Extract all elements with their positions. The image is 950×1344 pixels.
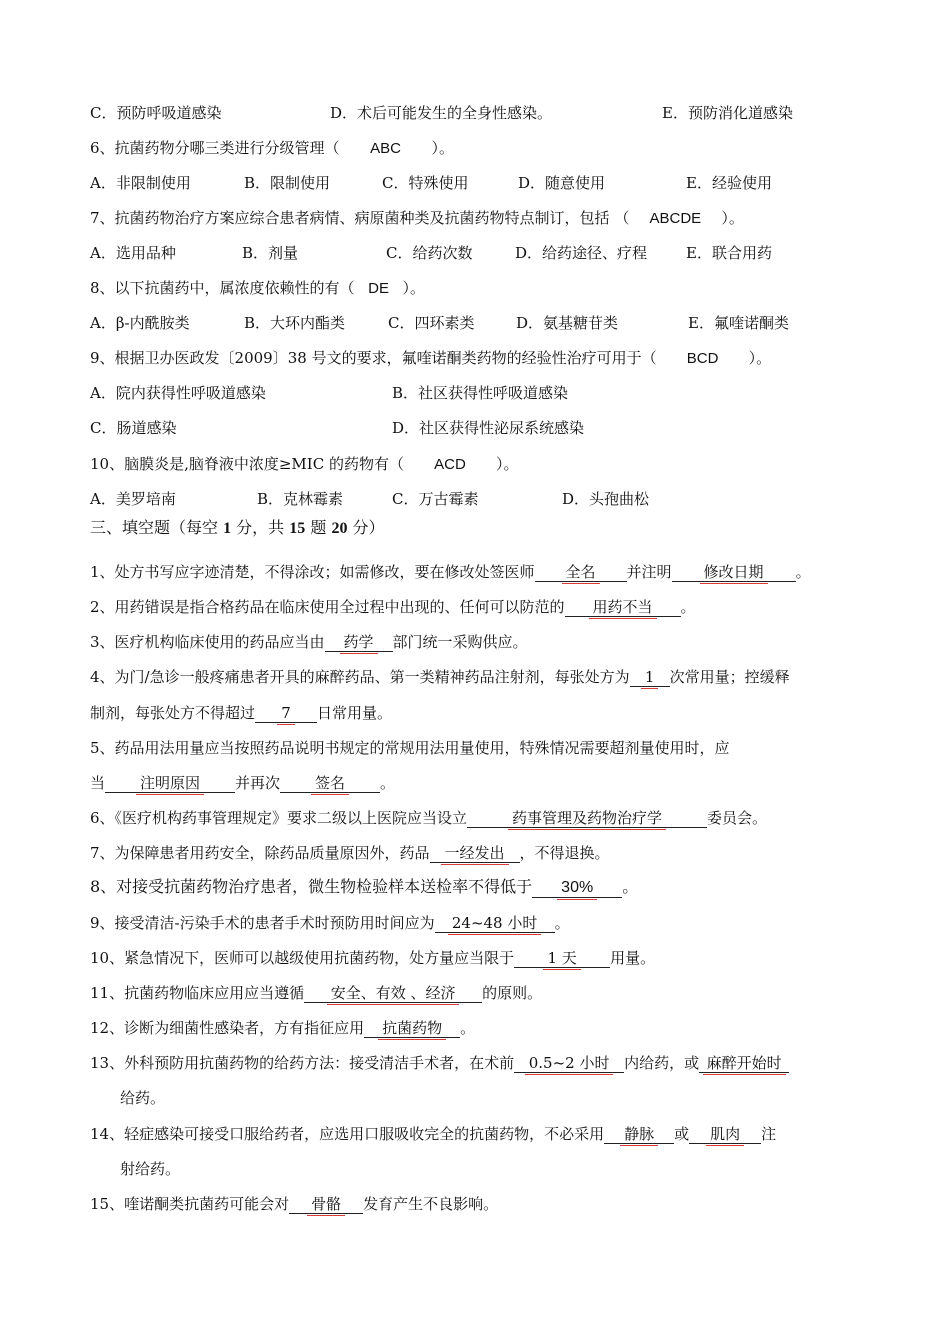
answer-blank: 麻醉开始时 [699,1054,789,1073]
option: C．给药次数 [386,244,473,262]
option: B．剂量 [242,244,299,262]
fill-question-10: 10、紧急情况下，医师可以越级使用抗菌药物，处方量应当限于 1 天 用量。 [90,949,656,967]
answer: DE [368,280,389,297]
answer-blank: 静脉 [604,1125,674,1144]
option: E．经验使用 [686,174,772,192]
option: D．随意使用 [518,174,606,192]
option: B．社区获得性呼吸道感染 [392,384,569,402]
answer-blank: 24~48 小时 [435,914,555,933]
option: C．万古霉素 [392,490,479,508]
option: B．克林霉素 [257,490,344,508]
option: D．社区获得性泌尿系统感染 [392,419,585,437]
fill-question-2: 2、用药错误是指合格药品在临床使用全过程中出现的、任何可以防范的 用药不当 。 [90,598,696,616]
answer-blank: 药事管理及药物治疗学 [467,809,707,828]
fill-question-1: 1、处方书写应字迹清楚，不得涂改；如需修改，要在修改处签医师 全名 并注明 修改日期 。 [90,563,811,581]
fill-question-13: 13、外科预防用抗菌药物的给药方法：接受清洁手术者，在术前 0.5~2 小时 内给药，或 麻醉开始时 [90,1053,789,1073]
answer-blank: 1 天 [514,949,610,968]
option: D．头孢曲松 [562,490,650,508]
option: D．氨基糖苷类 [516,314,619,332]
answer-blank: 全名 [535,563,627,582]
answer-blank: 注明原因 [105,774,235,793]
answer-blank: 药学 [325,633,393,652]
fill-question-5-line2: 当 注明原因 并再次 签名 。 [90,774,396,792]
option: A．β-内酰胺类 [90,314,190,332]
answer: ABC [370,140,401,157]
option: D．给药途径、疗程 [515,244,648,262]
fill-question-6: 6、《医疗机构药事管理规定》要求二级以上医院应当设立 药事管理及药物治疗学 委员会。 [90,809,768,827]
fill-question-15: 15、喹诺酮类抗菌药可能会对 骨骼 发育产生不良影响。 [90,1195,499,1213]
option: E．氟喹诺酮类 [688,314,789,332]
answer-blank: 1 [630,668,670,687]
answer-blank: 0.5~2 小时 [514,1054,624,1073]
option: A．选用品种 [90,244,176,262]
answer-blank: 安全、有效 、经济 [304,984,482,1003]
fill-question-4-line2: 制剂，每张处方不得超过 7 日常用量。 [90,704,393,722]
fill-question-8: 8、对接受抗菌药物治疗患者，微生物检验样本送检率不得低于 30% 。 [90,877,639,896]
option: E．联合用药 [686,244,772,262]
answer-blank: 7 [255,704,317,723]
option: C．四环素类 [388,314,475,332]
fill-question-14: 14、轻症感染可接受口服给药者，应选用口服吸收完全的抗菌药物，不必采用 静脉 或 肌肉 注 [90,1125,777,1143]
question-6: 6、抗菌药物分哪三类进行分级管理（ ABC ）。 [90,139,455,157]
section-title: 三、填空题（每空 1 分，共 15 题 20 分） [90,518,385,537]
answer-blank: 用药不当 [565,598,681,617]
answer-blank: 签名 [280,774,380,793]
fill-question-9: 9、接受清洁-污染手术的患者手术时预防用时间应为 24~48 小时 。 [90,914,570,932]
option: B．限制使用 [244,174,331,192]
answer: ACD [434,456,466,473]
question-7: 7、抗菌药物治疗方案应综合患者病情、病原菌种类及抗菌药物特点制订，包括 （ ABCDE ）。 [90,209,744,227]
fill-question-4: 4、为门/急诊一般疼痛患者开具的麻醉药品、第一类精神药品注射剂，每张处方为 1 次常用量；控缓释 [90,668,790,686]
option: D．术后可能发生的全身性感染。 [330,104,553,122]
fill-question-11: 11、抗菌药物临床应用应当遵循 安全、有效 、经济 的原则。 [90,984,543,1002]
fill-question-5: 5、药品用法用量应当按照药品说明书规定的常规用法用量使用，特殊情况需要超剂量使用时，应 [90,739,730,757]
option: C．肠道感染 [90,419,177,437]
answer-blank: 30% [532,879,622,898]
answer-blank: 骨骼 [289,1195,363,1214]
option: B．大环内酯类 [244,314,346,332]
answer: ABCDE [649,210,702,227]
question-10: 10、脑膜炎是,脑脊液中浓度≥MIC 的药物有（ ACD ）。 [90,455,519,473]
answer-blank: 一经发出 [430,844,520,863]
option: A．非限制使用 [90,174,191,192]
fill-question-3: 3、医疗机构临床使用的药品应当由 药学 部门统一采购供应。 [90,633,528,651]
fill-question-13-line2: 给药。 [120,1089,166,1107]
answer-blank: 抗菌药物 [364,1019,460,1038]
option: C．预防呼吸道感染 [90,104,222,122]
option: A．院内获得性呼吸道感染 [90,384,266,402]
question-8: 8、以下抗菌药中，属浓度依赖性的有（ DE ）。 [90,279,426,297]
fill-question-7: 7、为保障患者用药安全，除药品质量原因外，药品 一经发出 ，不得退换。 [90,844,610,862]
fill-question-12: 12、诊断为细菌性感染者，方有指征应用 抗菌药物 。 [90,1019,476,1037]
option: A．美罗培南 [90,490,176,508]
option: E．预防消化道感染 [662,104,793,122]
answer: BCD [686,350,719,367]
answer-blank: 修改日期 [672,563,796,582]
question-9: 9、根据卫办医政发〔2009〕38 号文的要求，氟喹诺酮类药物的经验性治疗可用于（ BCD ）。 [90,349,772,367]
fill-question-14-line2: 射给药。 [120,1160,181,1178]
answer-blank: 肌肉 [689,1125,761,1144]
option: C．特殊使用 [382,174,469,192]
